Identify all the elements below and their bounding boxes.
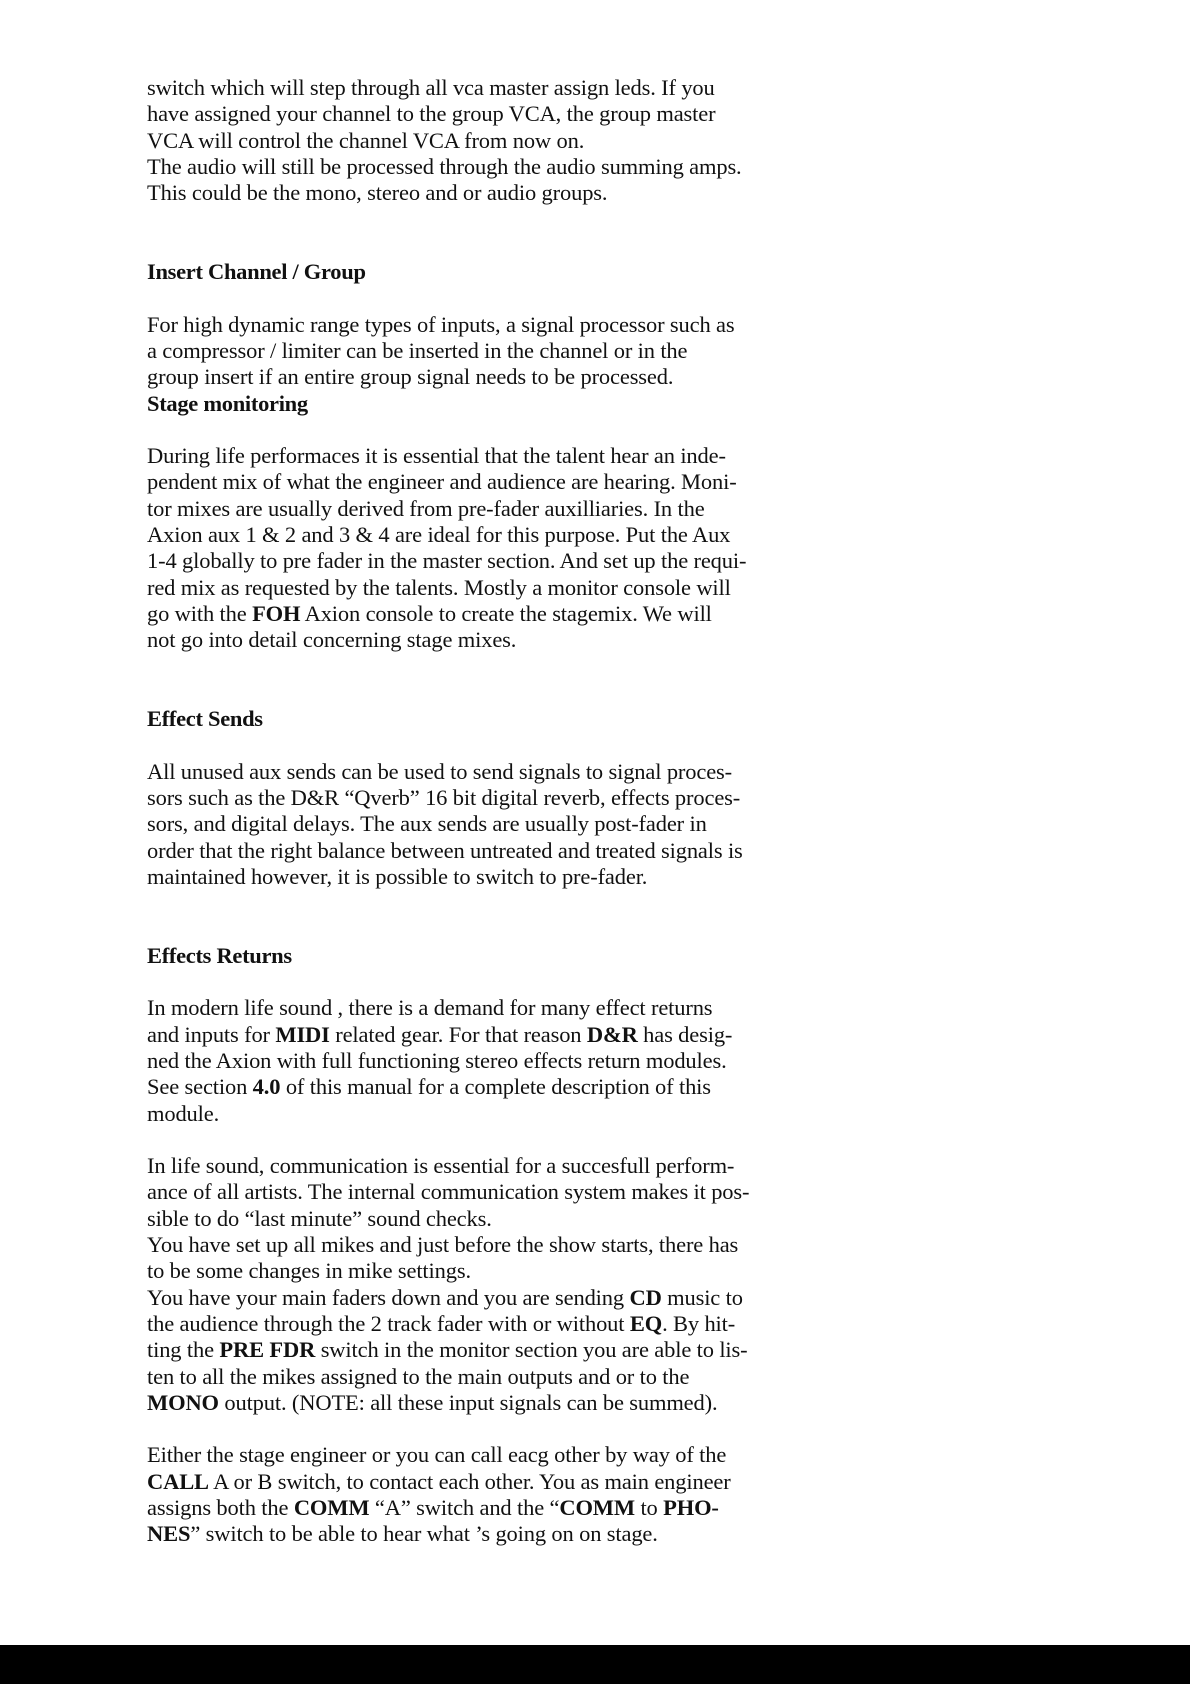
- text-line: a compressor / limiter can be inserted in the channel or in the: [147, 337, 688, 363]
- text-run: A or B switch, to contact each other. You as main engineer: [208, 1468, 731, 1494]
- text-line: This could be the mono, stereo and or audio groups.: [147, 180, 608, 206]
- bold-term: EQ: [629, 1310, 663, 1336]
- scan-border-bar: [0, 1645, 1190, 1684]
- text-line: sors such as the D&R “Qverb” 16 bit digital reverb, effects proces-: [147, 785, 741, 811]
- section-heading-effect-sends: Effect Sends: [147, 706, 263, 732]
- bold-term: PHO-: [663, 1495, 719, 1521]
- bold-term: MONO: [147, 1389, 219, 1415]
- call-switch-paragraph: [147, 1442, 817, 1547]
- effects-returns-paragraph: [147, 995, 817, 1126]
- text-line: All unused aux sends can be used to send signals to signal proces-: [147, 758, 732, 784]
- bold-term: CALL: [147, 1468, 209, 1494]
- stage-monitoring-paragraph: [147, 443, 817, 653]
- text-line: The audio will still be processed through the audio summing amps.: [147, 153, 742, 179]
- text-line: to be some changes in mike settings.: [147, 1258, 471, 1284]
- text-run: related gear. For that reason: [329, 1021, 587, 1047]
- text-run: go with the: [147, 600, 253, 626]
- text-line: pendent mix of what the engineer and audience are hearing. Moni-: [147, 469, 737, 495]
- text-line: module.: [147, 1100, 220, 1126]
- text-line: In life sound, communication is essential for a succesfull perform-: [147, 1153, 735, 1179]
- text-run: of this manual for a complete description of this: [280, 1074, 711, 1100]
- text-line: [147, 1285, 817, 1311]
- text-line: sors, and digital delays. The aux sends are usually post-fader in: [147, 811, 707, 837]
- text-run: the audience through the 2 track fader with or without: [147, 1310, 630, 1336]
- effect-sends-paragraph: [147, 759, 817, 890]
- text-line: sible to do “last minute” sound checks.: [147, 1205, 492, 1231]
- communication-paragraph: [147, 1153, 817, 1416]
- text-line: have assigned your channel to the group VCA, the group master: [147, 101, 716, 127]
- text-line: You have set up all mikes and just before the show starts, there has: [147, 1232, 739, 1258]
- text-line: [147, 1521, 817, 1547]
- text-line: [147, 1495, 817, 1521]
- bold-term: PRE FDR: [219, 1337, 316, 1363]
- bold-term: D&R: [586, 1021, 638, 1047]
- text-run: output. (NOTE: all these input signals can be summed).: [218, 1389, 718, 1415]
- text-line: ance of all artists. The internal communication system makes it pos-: [147, 1179, 750, 1205]
- insert-paragraph: [147, 312, 817, 391]
- text-line: Axion aux 1 & 2 and 3 & 4 are ideal for this purpose. Put the Aux: [147, 522, 731, 548]
- section-heading-stage-monitoring: Stage monitoring: [147, 390, 308, 416]
- text-line: [147, 1390, 817, 1416]
- bold-term: NES: [147, 1521, 191, 1547]
- text-line: [147, 1311, 817, 1337]
- intro-paragraph: [147, 75, 817, 206]
- text-line: [147, 601, 817, 627]
- text-run: switch in the monitor section you are able to lis-: [315, 1337, 748, 1363]
- text-run: ting the: [147, 1337, 220, 1363]
- text-run: Axion console to create the stagemix. We will: [300, 600, 712, 626]
- text-line: For high dynamic range types of inputs, a signal processor such as: [147, 311, 735, 337]
- text-line: tor mixes are usually derived from pre-fader auxilliaries. In the: [147, 495, 705, 521]
- text-line: Either the stage engineer or you can call eacg other by way of the: [147, 1442, 727, 1468]
- text-line: red mix as requested by the talents. Mostly a monitor console will: [147, 574, 731, 600]
- text-line: ned the Axion with full functioning stereo effects return modules.: [147, 1047, 727, 1073]
- text-run: music to: [661, 1284, 743, 1310]
- section-heading-insert: Insert Channel / Group: [147, 259, 366, 285]
- page-body: [147, 75, 817, 1548]
- text-line: [147, 1022, 817, 1048]
- text-run: “A” switch and the “: [369, 1495, 560, 1521]
- text-run: You have your main faders down and you are sending: [147, 1284, 630, 1310]
- bold-term: COMM: [559, 1495, 635, 1521]
- text-line: VCA will control the channel VCA from now on.: [147, 127, 585, 153]
- text-line: 1-4 globally to pre fader in the master section. And set up the requi-: [147, 548, 747, 574]
- text-line: During life performaces it is essential that the talent hear an inde-: [147, 443, 726, 469]
- bold-term: CD: [629, 1284, 662, 1310]
- text-line: [147, 1337, 817, 1363]
- text-line: switch which will step through all vca master assign leds. If you: [147, 75, 715, 100]
- text-line: maintained however, it is possible to switch to pre-fader.: [147, 863, 648, 889]
- text-line: order that the right balance between untreated and treated signals is: [147, 837, 743, 863]
- text-run: to: [634, 1495, 664, 1521]
- text-line: [147, 1469, 817, 1495]
- text-run: . By hit-: [662, 1310, 736, 1336]
- text-line: In modern life sound , there is a demand for many effect returns: [147, 995, 713, 1021]
- bold-term: FOH: [252, 600, 301, 626]
- text-line: [147, 1074, 817, 1100]
- bold-term: COMM: [293, 1495, 370, 1521]
- text-run: and inputs for: [147, 1021, 276, 1047]
- bold-term: MIDI: [275, 1021, 330, 1047]
- bold-term: 4.0: [252, 1074, 281, 1100]
- text-line: group insert if an entire group signal needs to be processed.: [147, 364, 674, 390]
- text-run: has desig-: [637, 1021, 733, 1047]
- text-line: ten to all the mikes assigned to the main outputs and or to the: [147, 1363, 690, 1389]
- text-run: See section: [147, 1074, 253, 1100]
- text-run: assigns both the: [147, 1495, 294, 1521]
- section-heading-effects-returns: Effects Returns: [147, 942, 292, 968]
- text-run: ” switch to be able to hear what ’s going on on stage.: [190, 1521, 658, 1547]
- text-line: not go into detail concerning stage mixes.: [147, 627, 517, 653]
